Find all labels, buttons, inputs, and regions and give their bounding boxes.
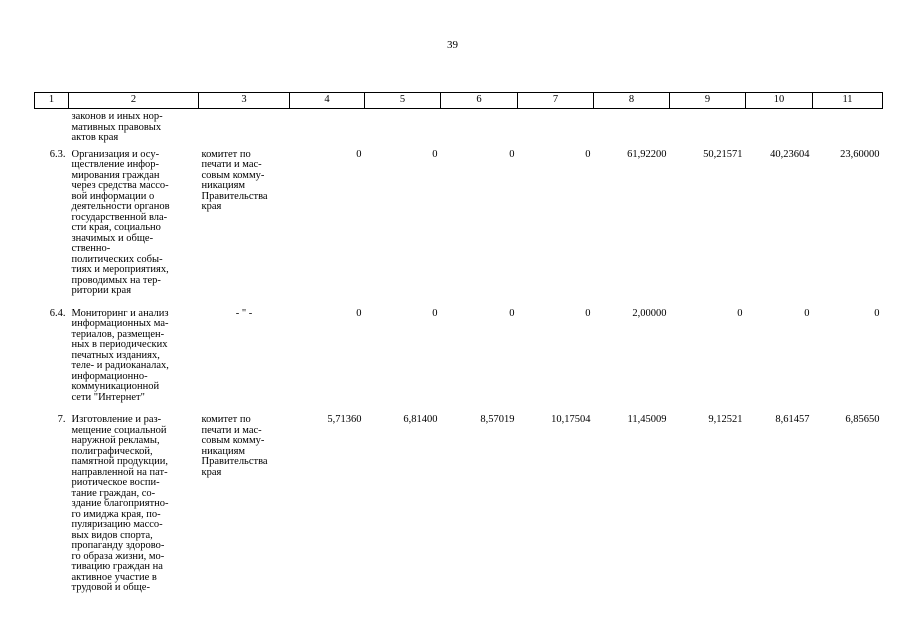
row-executor: - " -	[235, 308, 253, 319]
row-value: 0	[356, 308, 362, 319]
row-value	[518, 109, 594, 150]
row-description: Изготовление и раз- мещение социальной наружной рекламы, полиграфической, памятной продукции, направленной на пат- риотическое воспи- тание граждан, со- здание благоприятно- го имиджа края, по- пуляризацию массо- вых видов спорта, пропаганду здорово- го образа жизни, мо- тивацию граждан на активное участие в трудовой и обще-	[71, 415, 169, 593]
row-value: 8,61457	[775, 415, 810, 425]
row-number: 6.3.	[49, 149, 66, 160]
row-executor	[199, 109, 290, 150]
row-value	[746, 109, 813, 150]
row-description: Организация и осу- ществление инфор- мирования граждан через средства массо- вой информации о деятельности органов государственной вла- сти края, социально значимых и обще- ственно- политических собы- тиях и мероприятиях, проводимых на тер- ритории края	[71, 149, 170, 296]
row-value: 6,81400	[403, 415, 438, 425]
row-value: 40,23604	[770, 149, 810, 160]
row-value	[441, 109, 518, 150]
row-value: 0	[585, 308, 591, 319]
row-value: 23,60000	[840, 149, 880, 160]
row-value: 2,00000	[632, 308, 667, 319]
row-value: 5,71360	[327, 415, 362, 425]
row-value: 0	[585, 149, 591, 160]
row-number: 6.4.	[49, 308, 66, 319]
row-value: 0	[804, 308, 810, 319]
row-value: 0	[509, 308, 515, 319]
column-header: 5	[365, 93, 441, 109]
column-header: 6	[441, 93, 518, 109]
row-value: 50,21571	[703, 149, 743, 160]
table-row	[35, 109, 883, 150]
row-value: 61,92200	[627, 149, 667, 160]
column-header: 10	[746, 93, 813, 109]
row-description: Мониторинг и анализ информационных ма- териалов, размещен- ных в периодических печатных изданиях, теле- и радиоканалах, информационно- коммуникационной сети "Интернет"	[71, 308, 169, 403]
column-header: 4	[290, 93, 365, 109]
page-number: 39	[447, 39, 458, 51]
row-description: законов и иных нор- мативных правовых актов края	[71, 111, 163, 143]
row-value	[813, 109, 883, 150]
column-header: 11	[813, 93, 883, 109]
row-value: 0	[874, 308, 880, 319]
table-row	[35, 309, 883, 416]
row-value: 10,17504	[551, 415, 591, 425]
row-value: 0	[432, 149, 438, 160]
row-executor: комитет по печати и мас- совым комму- никациям Правительства края	[201, 149, 268, 212]
table-header-row	[35, 93, 883, 109]
row-value	[670, 109, 746, 150]
column-header: 7	[518, 93, 594, 109]
row-value: 0	[509, 149, 515, 160]
row-value: 8,57019	[480, 415, 515, 425]
row-value: 0	[737, 308, 743, 319]
row-value	[594, 109, 670, 150]
row-value: 0	[356, 149, 362, 160]
row-value: 0	[432, 308, 438, 319]
budget-table	[34, 92, 883, 606]
row-value: 6,85650	[845, 415, 880, 425]
table-row	[35, 150, 883, 309]
column-header: 2	[69, 93, 199, 109]
column-header: 3	[199, 93, 290, 109]
row-executor: комитет по печати и мас- совым комму- никациям Правительства края	[201, 415, 268, 478]
table-row	[35, 415, 883, 606]
row-value	[365, 109, 441, 150]
column-header: 9	[670, 93, 746, 109]
column-header: 1	[35, 93, 69, 109]
row-value	[290, 109, 365, 150]
row-value: 11,45009	[627, 415, 667, 425]
row-number: 7.	[57, 415, 66, 425]
row-value: 9,12521	[708, 415, 743, 425]
row-number	[35, 109, 69, 150]
column-header: 8	[594, 93, 670, 109]
